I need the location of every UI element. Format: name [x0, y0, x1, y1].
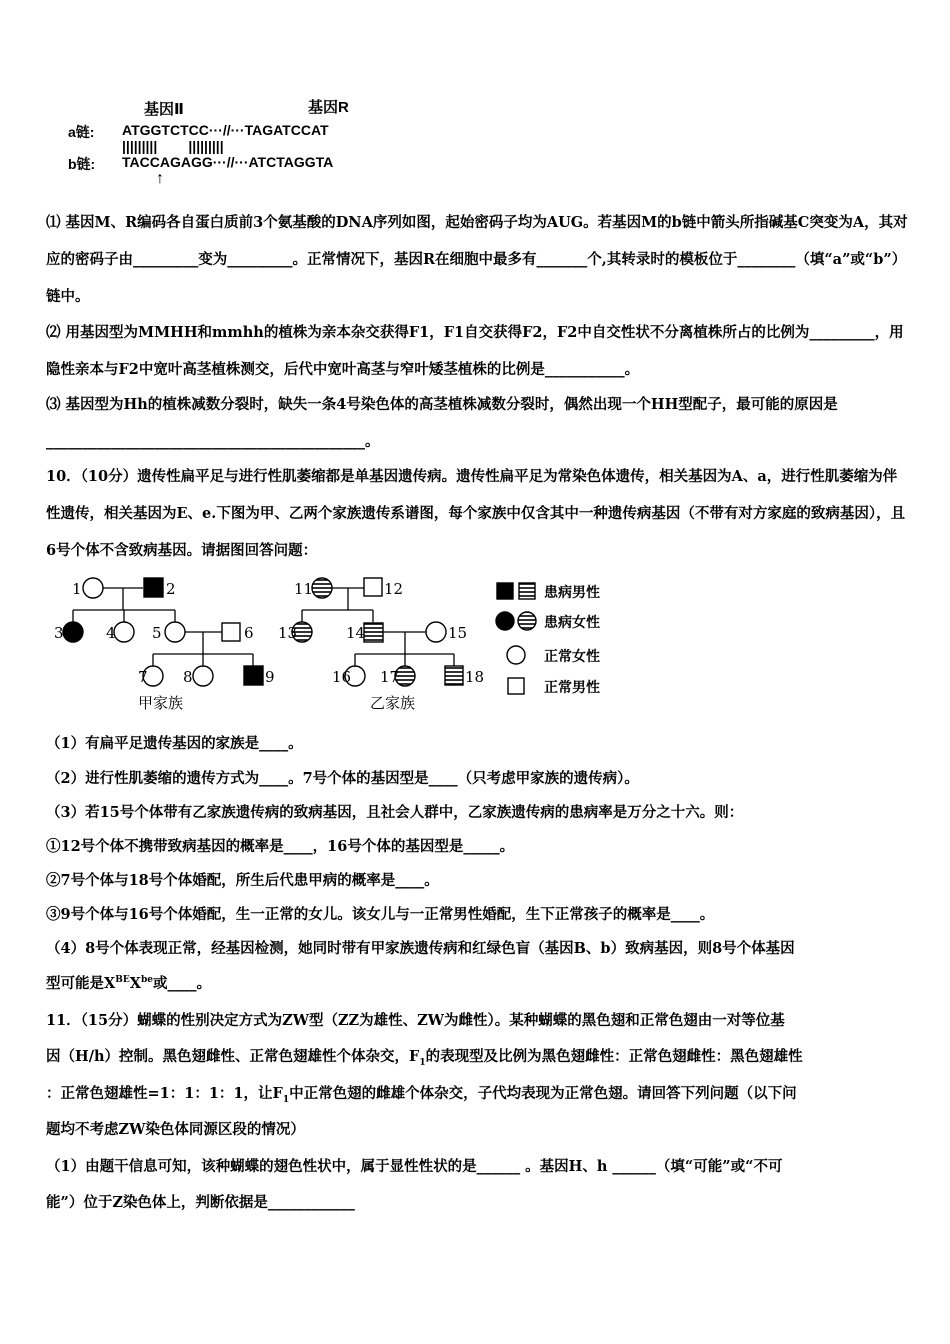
family-b-label: 乙家族 [370, 694, 416, 712]
individual-15 [426, 622, 446, 642]
id-label: 17 [380, 668, 400, 686]
q9-part3: ⑶ 基因型为Hh的植株减数分裂时，缺失一条4号染色体的高茎植株减数分裂时，偶然出现一个HH型配子，最可能的原因是____________________________________________。 [46, 396, 838, 450]
individual-1 [83, 578, 103, 598]
id-label: 16 [332, 668, 352, 686]
id-label: 3 [54, 624, 64, 642]
individual-3 [63, 622, 83, 642]
q10-sub3b: ②7号个体与18号个体婚配，所生后代患甲病的概率是____。 [46, 872, 439, 889]
q10-sub4: （4）8号个体表现正常，经基因检测，她同时带有甲家族遗传病和红绿色盲（基因B、b）致病基因，则8号个体基因 [46, 940, 795, 957]
pedigree-legend [492, 578, 632, 698]
id-label: 1 [72, 580, 82, 598]
dna-sequence-figure [68, 96, 408, 192]
q11-line5: （1）由题干信息可知，该种蝴蝶的翅色性状中，属于显性性状的是______ 。基因H、h ______（填“可能”或“不可 [46, 1158, 783, 1175]
a-strand-seq: ATGGTCTCC···//···TAGATCCAT [122, 122, 329, 138]
q10-sub3: （3）若15号个体带有乙家族遗传病的致病基因，且社会人群中，乙家族遗传病的患病率是万分之十六。则： [46, 804, 744, 821]
q11-line3: ：正常色翅雄性=1：1：1：1，让$F_1$中正常色翅的雌雄个体杂交，子代均表现为正常色翅。请回答下列问题（以下问 [46, 1085, 797, 1105]
id-label: 4 [106, 624, 116, 642]
individual-6 [222, 623, 240, 641]
q10-sub4-cont: 型可能是$X^{BE}X^{be}$或____。 [46, 975, 212, 992]
q10-sub3a: ①12号个体不携带致病基因的概率是____，16号个体的基因型是_____。 [46, 838, 515, 855]
id-label: 7 [138, 668, 148, 686]
b-strand-label: b链: [68, 156, 96, 172]
id-label: 11 [294, 580, 314, 598]
legend-normal-female: 正常女性 [544, 649, 600, 665]
id-label: 18 [465, 668, 485, 686]
individual-2 [144, 578, 163, 597]
individual-12 [364, 578, 382, 596]
id-label: 8 [183, 668, 193, 686]
q11-line1: 11．（15分）蝴蝶的性别决定方式为ZW型（ZZ为雄性、ZW为雌性）。某种蝴蝶的黑色翅和正常色翅由一对等位基 [46, 1012, 785, 1029]
q11-line4: 题均不考虑ZW染色体同源区段的情况） [46, 1121, 305, 1138]
individual-4 [114, 622, 134, 642]
id-label: 13 [278, 624, 298, 642]
individual-11 [312, 578, 332, 598]
q10-sub2: （2）进行性肌萎缩的遗传方式为____。7号个体的基因型是____（只考虑甲家族的遗传病）。 [46, 770, 639, 787]
a-strand-label: a链: [68, 124, 95, 140]
q11-line2: 因（H/h）控制。黑色翅雌性、正常色翅雄性个体杂交，$F_1$的表现型及比例为黑色翅雌性：正常色翅雌性：黑色翅雄性 [46, 1048, 803, 1068]
base-pair-bars: ||||||||| ||||||||| [122, 138, 224, 154]
id-label: 6 [244, 624, 254, 642]
individual-5 [165, 622, 185, 642]
family-a-label: 甲家族 [138, 694, 184, 712]
legend-affected-male: 患病男性 [544, 585, 600, 601]
q10-sub1: （1）有扁平足遗传基因的家族是____。 [46, 735, 303, 752]
id-label: 2 [166, 580, 176, 598]
b-strand-seq: TACCAGAGG···//···ATCTAGGTA [122, 154, 334, 170]
id-label: 9 [265, 668, 275, 686]
q11-line6: 能”）位于Z染色体上，判断依据是____________ [46, 1194, 355, 1211]
legend-symbols [492, 578, 542, 698]
q9-part1: ⑴ 基因M、R编码各自蛋白质前3个氨基酸的DNA序列如图，起始密码子均为AUG。若基因M的b链中箭头所指碱基C突变为A，其对应的密码子由_________变为_________。正常情况下，基因R在细胞中最多有_______个,其转录时的模板位于________（填“a”或“b”）链中。 [46, 214, 908, 305]
individual-9 [244, 666, 263, 685]
gene-r-label: 基因R [308, 99, 349, 116]
q9-part2: ⑵ 用基因型为MMHH和mmhh的植株为亲本杂交获得F1，F1自交获得F2，F2中自交性状不分离植株所占的比例为_________，用隐性亲本与F2中宽叶高茎植株测交，后代中宽叶高茎与窄叶矮茎植株的比例是___________。 [46, 324, 904, 378]
q10-intro: 10．（10分）遗传性扁平足与进行性肌萎缩都是单基因遗传病。遗传性扁平足为常染色体遗传，相关基因为A、a，进行性肌萎缩为伴性遗传，相关基因为E、e.下图为甲、乙两个家族遗传系谱图，每个家族中仅含其中一种遗传病基因（不带有对方家庭的致病基因），且6号个体不含致病基因。请据图回答问题： [46, 468, 906, 559]
id-label: 14 [346, 624, 366, 642]
legend-normal-male: 正常男性 [544, 680, 600, 696]
legend-affected-female: 患病女性 [544, 615, 600, 631]
id-label: 5 [152, 624, 162, 642]
id-label: 12 [384, 580, 404, 598]
mutation-arrow-icon: ↑ [156, 170, 164, 187]
individual-14 [364, 623, 383, 642]
q10-sub3c: ③9号个体与16号个体婚配，生一正常的女儿。该女儿与一正常男性婚配，生下正常孩子的概率是____。 [46, 906, 715, 923]
gene-m-label: 基因Ⅱ [144, 101, 184, 118]
id-label: 15 [448, 624, 468, 642]
individual-18 [445, 666, 463, 685]
individual-8 [193, 666, 213, 686]
